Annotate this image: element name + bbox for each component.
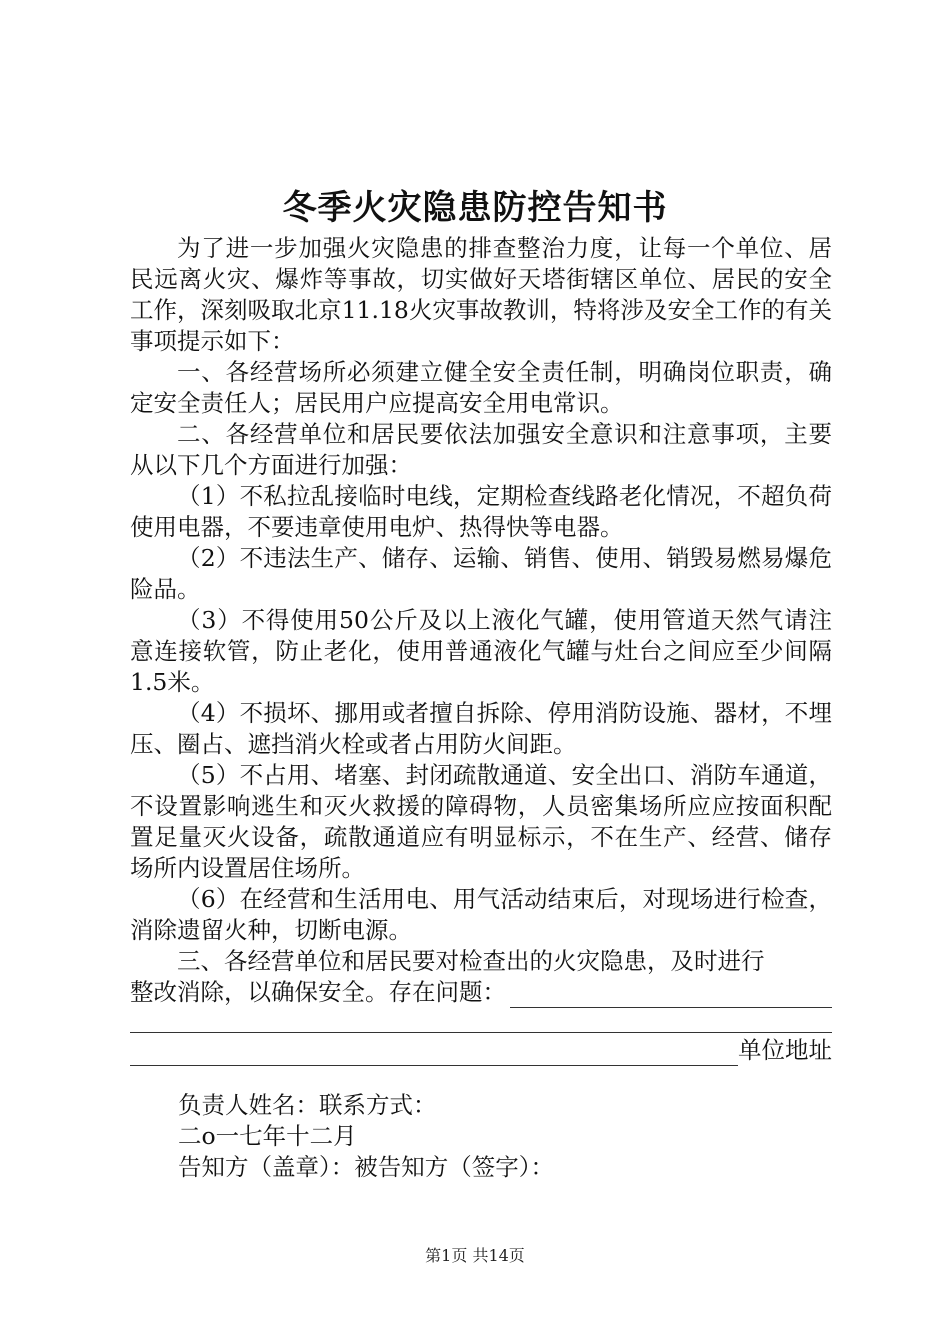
issues-blank[interactable]: [510, 985, 832, 1008]
paragraph-sub-3: （3）不得使用50公斤及以上液化气罐，使用管道天然气请注意连接软管，防止老化，使用普通液化气罐与灶台之间应至少间隔1.5米。: [130, 606, 832, 696]
paragraph-sub-6: （6）在经营和生活用电、用气活动结束后，对现场进行检查，消除遗留火种，切断电源。: [130, 885, 832, 944]
paragraph-item-2: 二、各经营单位和居民要依法加强安全意识和注意事项，主要从以下几个方面进行加强：: [130, 420, 832, 479]
issues-label: 整改消除，以确保安全。存在问题：: [130, 978, 506, 1006]
address-line: [130, 1033, 832, 1066]
issues-line: [130, 977, 832, 1008]
notice-parties: 告知方（盖章）：被告知方（签字）：: [178, 1153, 554, 1181]
address-blank[interactable]: [130, 1043, 738, 1066]
document-body: [130, 233, 832, 1066]
signature-block: [178, 1090, 554, 1183]
paragraph-item-1: 一、各经营场所必须建立健全安全责任制，明确岗位职责，确定安全责任人；居民用户应提高安全用电常识。: [130, 358, 832, 417]
page-footer: 第1页 共14页: [425, 1246, 525, 1265]
paragraph-sub-4: （4）不损坏、挪用或者擅自拆除、停用消防设施、器材，不埋压、圈占、遮挡消火栓或者占用防火间距。: [130, 699, 832, 758]
paragraph-sub-2: （2）不违法生产、储存、运输、销售、使用、销毁易燃易爆危险品。: [130, 544, 832, 603]
notice-date: 二o一七年十二月: [178, 1122, 357, 1150]
responsible-contact: 负责人姓名：联系方式：: [178, 1091, 437, 1119]
paragraph-intro: 为了进一步加强火灾隐患的排查整治力度，让每一个单位、居民远离火灾、爆炸等事故，切实做好天塔街辖区单位、居民的安全工作，深刻吸取北京11.18火灾事故教训，特将涉及安全工作的有关事项提示如下：: [130, 234, 832, 355]
paragraph-sub-1: （1）不私拉乱接临时电线，定期检查线路老化情况，不超负荷使用电器，不要违章使用电炉、热得快等电器。: [130, 482, 832, 541]
address-label: 单位地址: [738, 1036, 832, 1064]
paragraph-item-3: 三、各经营单位和居民要对检查出的火灾隐患，及时进行: [177, 947, 765, 975]
paragraph-sub-5: （5）不占用、堵塞、封闭疏散通道、安全出口、消防车通道，不设置影响逃生和灭火救援的障碍物，人员密集场所应应按面积配置足量灭火设备，疏散通道应有明显标示，不在生产、经营、储存场所内设置居住场所。: [130, 761, 832, 882]
issues-blank-line[interactable]: [130, 1008, 832, 1033]
document-title: 冬季火灾隐患防控告知书: [282, 188, 668, 228]
